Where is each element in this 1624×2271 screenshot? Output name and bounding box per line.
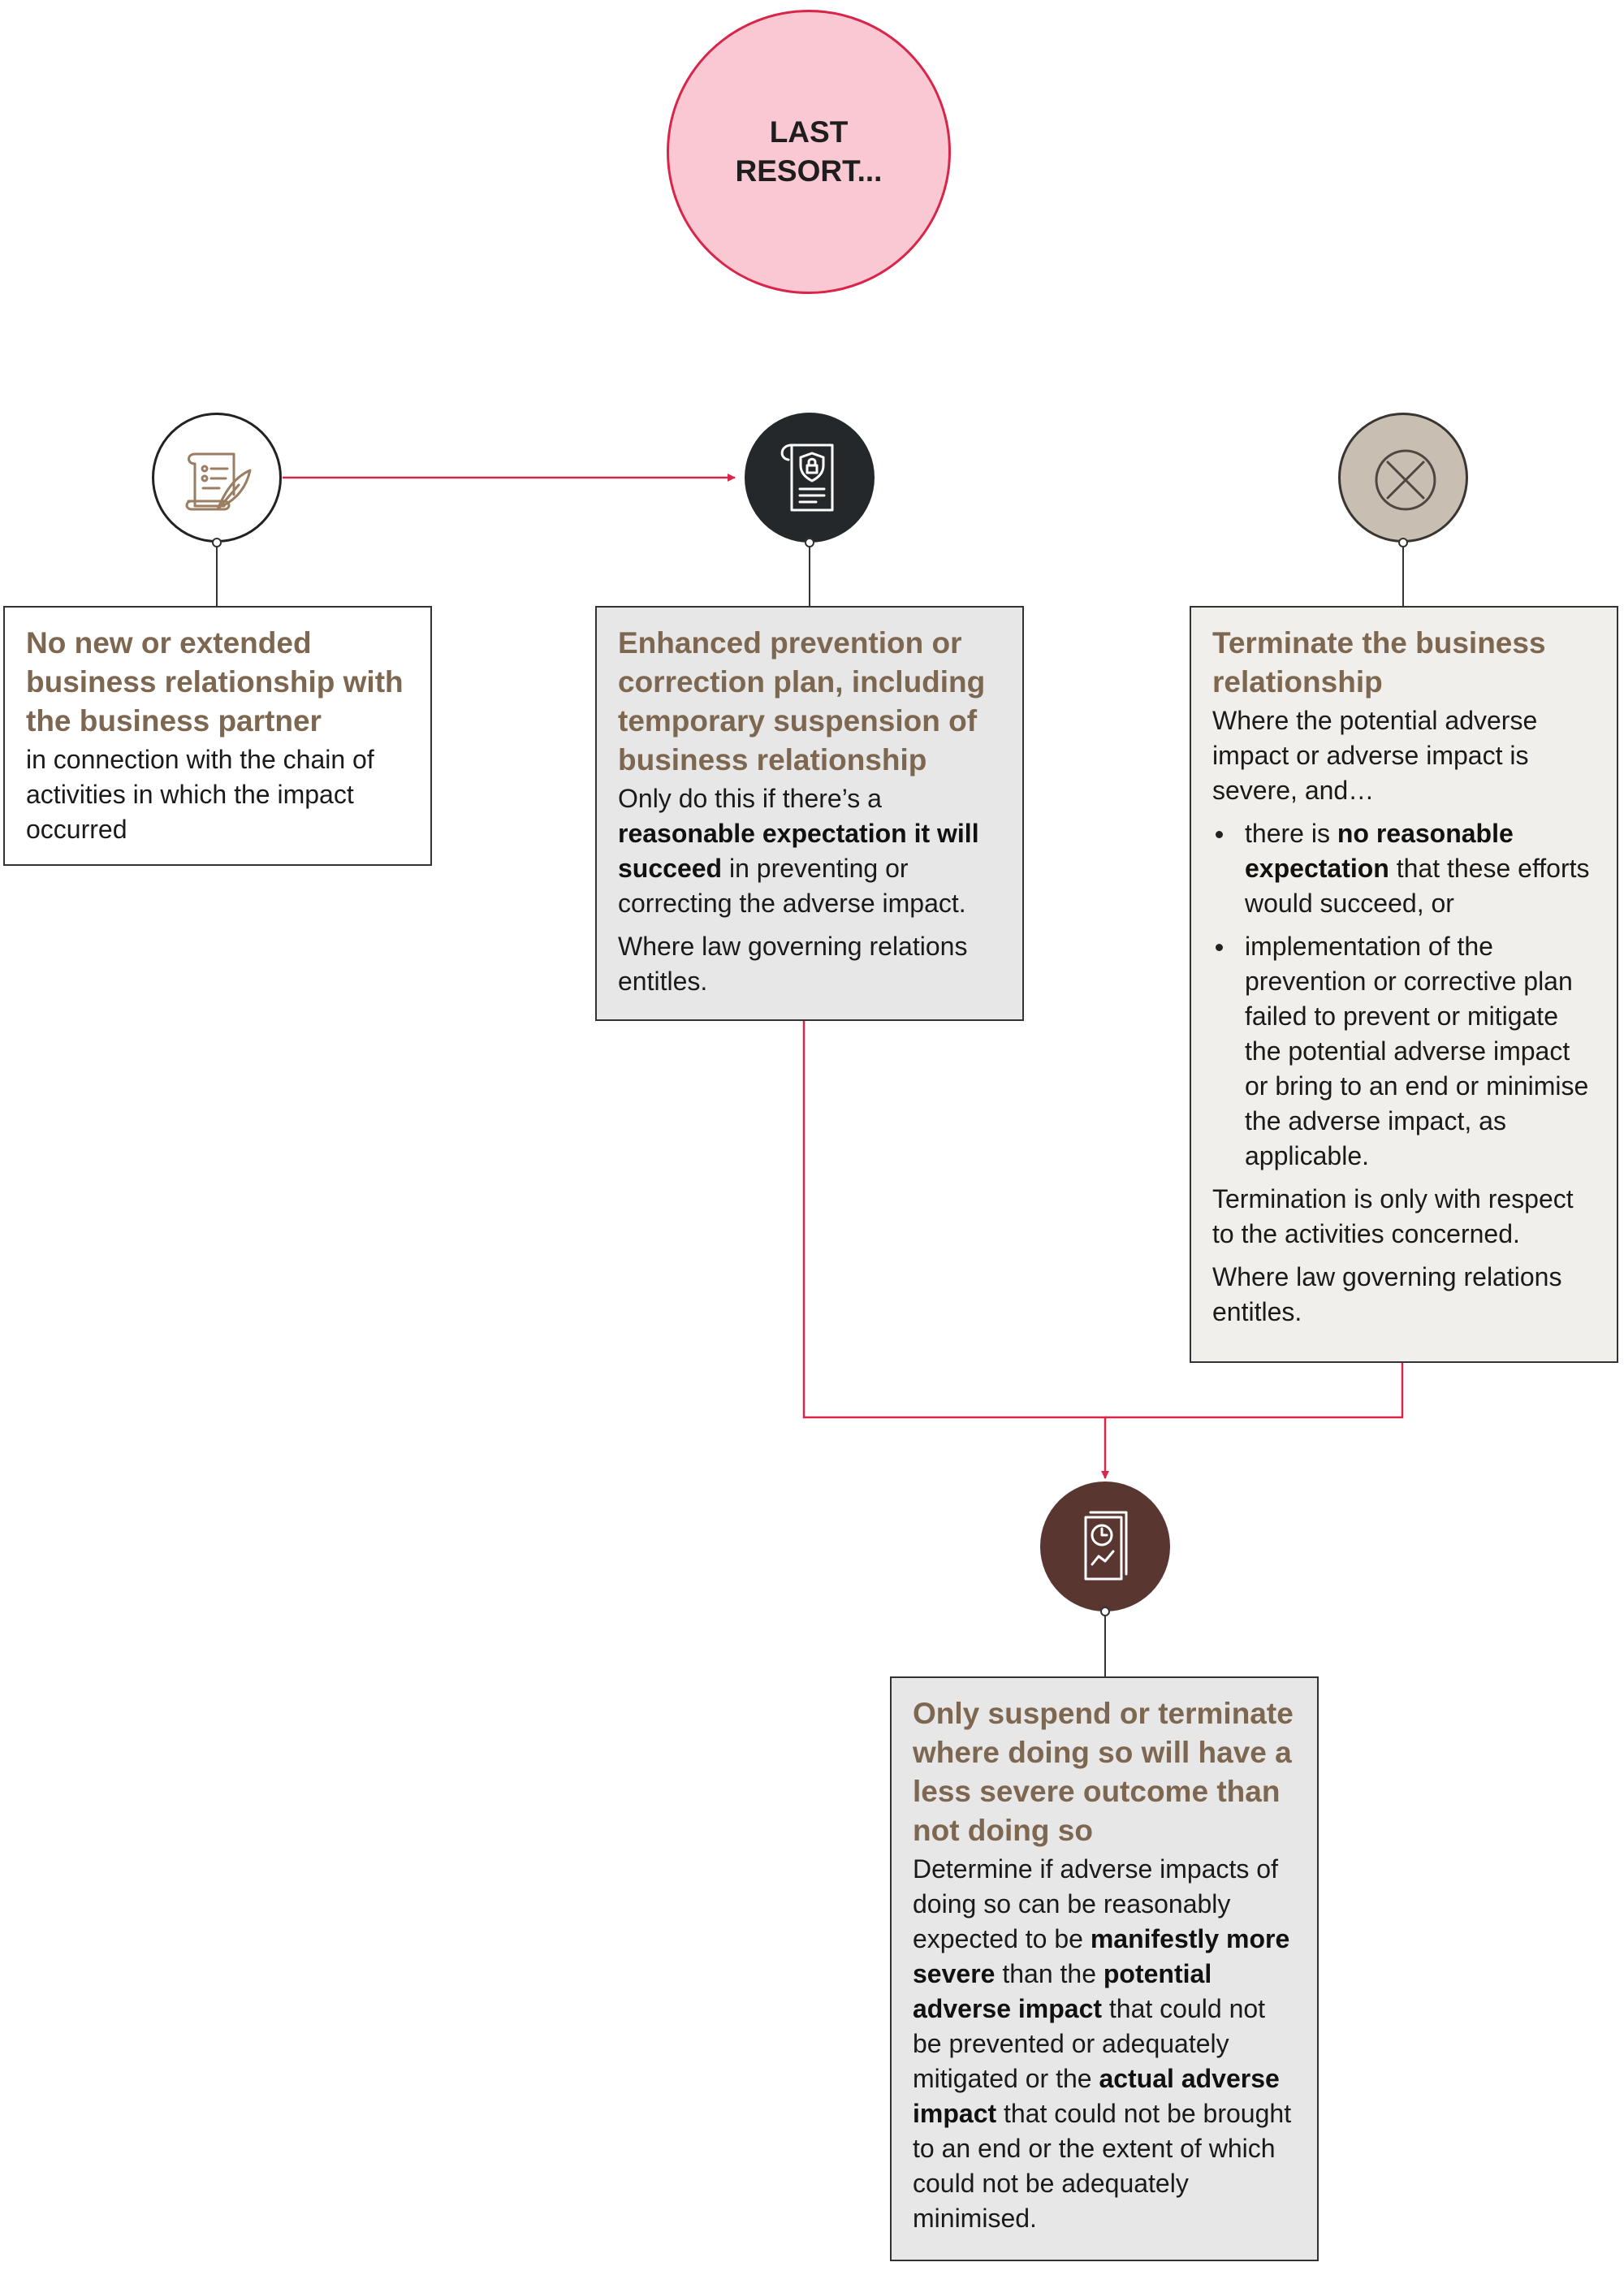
document-quill-icon — [152, 413, 282, 543]
box-paragraph — [913, 1852, 1299, 2236]
box-paragraph: Where law governing relations entitles. — [1212, 1262, 1562, 1326]
text-run: Only do this if there’s a — [618, 784, 882, 813]
suspend-terminate-outcome-box — [890, 1676, 1319, 2261]
box-title: Enhanced prevention or correction plan, including temporary suspension of business relationship — [618, 626, 986, 776]
last-resort-label: LAST RESORT... — [735, 115, 883, 188]
text-bold: potential adverse impact — [913, 1959, 1212, 2023]
text-bold: actual adverse impact — [913, 2064, 1280, 2128]
box-title: Only suspend or terminate where doing so will have a less severe outcome than not doing so — [913, 1697, 1294, 1847]
terminate-relationship-box — [1190, 606, 1618, 1363]
circle-x-icon — [1338, 413, 1468, 543]
enhanced-plan-box — [595, 606, 1024, 1021]
connector-dot — [212, 538, 222, 547]
condition-list — [1212, 816, 1599, 1174]
text-run: Determine if adverse impacts of doing so can be reasonably expected to be — [913, 1854, 1278, 1953]
box-title: No new or extended business relationship with the business partner — [26, 626, 404, 738]
text-run: that could not be prevented or adequately mitigated or the — [913, 1994, 1266, 2093]
text-bold: reasonable expectation it will succeed — [618, 819, 979, 883]
text-run: that could not be brought to an end or the extent of which could not be adequately minimised. — [913, 2099, 1292, 2233]
text-bold: no reasonable expectation — [1245, 819, 1514, 883]
last-resort-circle — [667, 10, 951, 294]
text-run: than the — [995, 1959, 1104, 1988]
text-run: in preventing or correcting the adverse impact. — [618, 854, 966, 918]
box-intro: Where the potential adverse impact or adverse impact is severe, and… — [1212, 706, 1538, 805]
text-bold: manifestly more severe — [913, 1924, 1290, 1988]
document-clock-chart-icon — [1040, 1482, 1170, 1611]
merge-line-left — [804, 1021, 1107, 1417]
merge-line-right — [1105, 1363, 1402, 1417]
connector-dot — [1100, 1607, 1110, 1616]
box-title: Terminate the business relationship — [1212, 626, 1546, 699]
list-item — [1212, 816, 1599, 921]
box-paragraph — [618, 781, 1004, 921]
text-run: that these efforts would succeed, or — [1245, 854, 1590, 918]
connector-dot — [805, 538, 814, 547]
connector-dot — [1398, 538, 1408, 547]
box-paragraph: Termination is only with respect to the activities concerned. — [1212, 1184, 1574, 1248]
text-run: there is — [1245, 819, 1337, 848]
list-item: implementation of the prevention or corrective plan failed to prevent or mitigate the potential adverse impact or bring to an end or minimise the adverse impact, as applicable. — [1212, 929, 1599, 1174]
box-paragraph: Where law governing relations entitles. — [618, 932, 968, 996]
no-new-relationship-box — [3, 606, 432, 866]
document-shield-lock-icon — [745, 413, 875, 543]
box-body: in connection with the chain of activities in which the impact occurred — [26, 745, 374, 844]
